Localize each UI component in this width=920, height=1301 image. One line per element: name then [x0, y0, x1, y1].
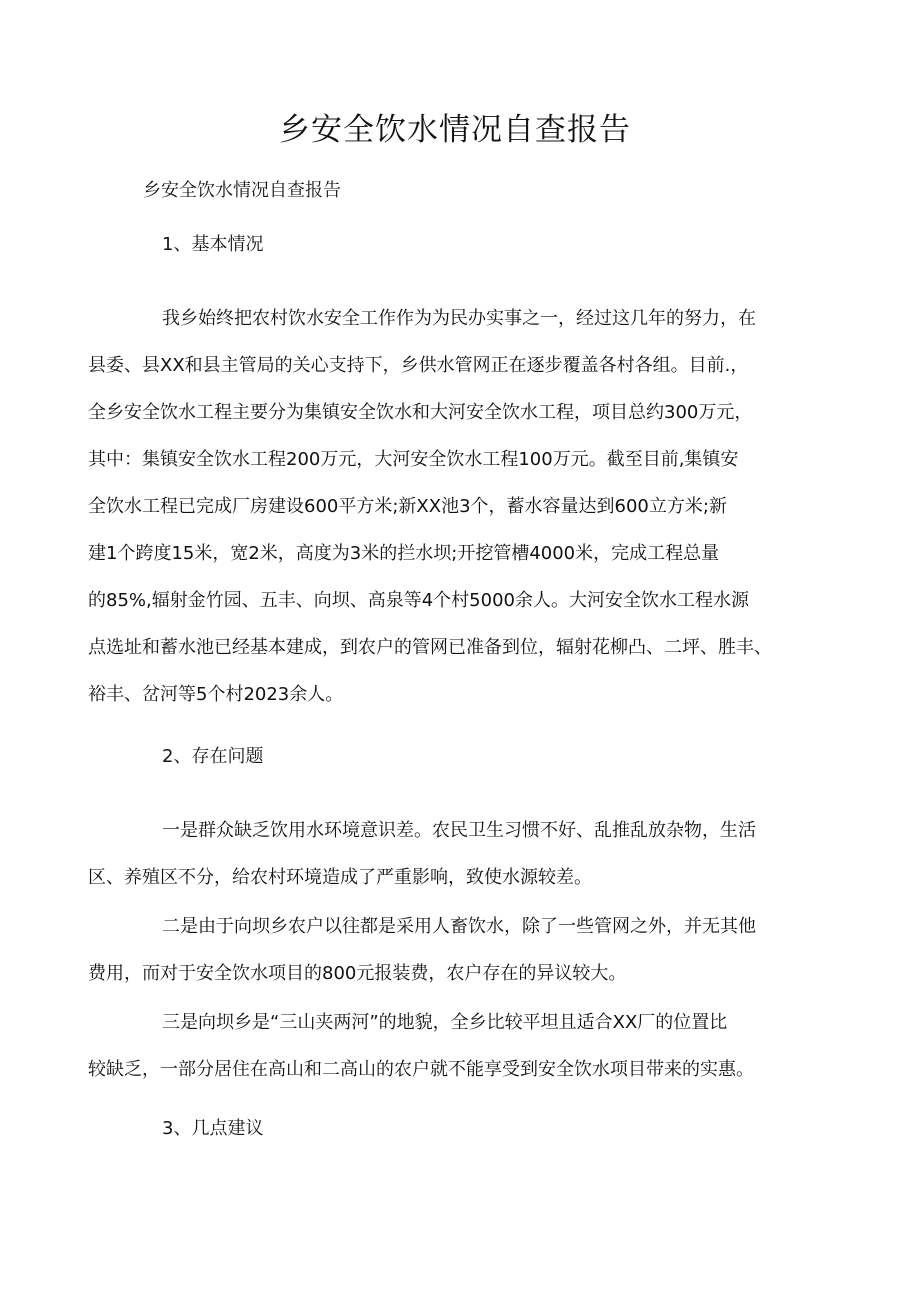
paragraph-line: 的85%,辐射金竹园、五丰、向坝、高泉等4个村5000余人。大河安全饮水工程水源: [88, 590, 749, 611]
paragraph-line: 三是向坝乡是“三山夹两河”的地貌，全乡比较平坦且适合XX厂的位置比: [162, 1012, 728, 1033]
section-heading-basic-situation: 1、基本情况: [162, 234, 264, 255]
section-heading-problems: 2、存在问题: [162, 746, 264, 767]
paragraph-line: 我乡始终把农村饮水安全工作作为为民办实事之一，经过这几年的努力，在: [162, 308, 756, 329]
paragraph-line: 费用，而对于安全饮水项目的800元报装费，农户存在的异议较大。: [88, 963, 627, 984]
paragraph-line: 二是由于向坝乡农户以往都是采用人畜饮水，除了一些管网之外，并无其他: [162, 916, 756, 937]
paragraph-problem-3: [88, 1011, 848, 1105]
paragraph-line: 建1个跨度15米，宽2米，高度为3米的拦水坝;开挖管槽4000米，完成工程总量: [88, 543, 720, 564]
paragraph-line: 全饮水工程已完成厂房建设600平方米;新XX池3个，蓄水容量达到600立方米;新: [88, 496, 727, 517]
section-heading-suggestions: 3、几点建议: [162, 1118, 264, 1139]
paragraph-line: 裕丰、岔河等5个村2023余人。: [88, 684, 344, 705]
paragraph-line: 一是群众缺乏饮用水环境意识差。农民卫生习惯不好、乱推乱放杂物，生活: [162, 820, 756, 841]
paragraph-line: 全乡安全饮水工程主要分为集镇安全饮水和大河安全饮水工程，项目总约300万元，: [88, 402, 753, 423]
document-title: 乡安全饮水情况自查报告: [279, 112, 631, 148]
document-subtitle: 乡安全饮水情况自查报告: [143, 180, 341, 201]
paragraph-line: 区、养殖区不分，给农村环境造成了严重影响，致使水源较差。: [88, 867, 592, 888]
paragraph-line: 县委、县XX和县主管局的关心支持下，乡供水管网正在逐步覆盖各村各组。目前.，: [88, 355, 749, 376]
paragraph-problem-2: [88, 915, 840, 1009]
paragraph-line: 其中：集镇安全饮水工程200万元，大河安全饮水工程100万元。截至目前,集镇安: [88, 449, 739, 470]
paragraph-basic-situation: [88, 307, 840, 730]
paragraph-line: 点选址和蓄水池已经基本建成，到农户的管网已准备到位，辐射花柳凸、二坪、胜丰、: [88, 637, 772, 658]
paragraph-problem-1: [88, 819, 840, 913]
paragraph-line: 较缺乏，一部分居住在高山和二高山的农户就不能享受到安全饮水项目带来的实惠。: [88, 1059, 754, 1080]
